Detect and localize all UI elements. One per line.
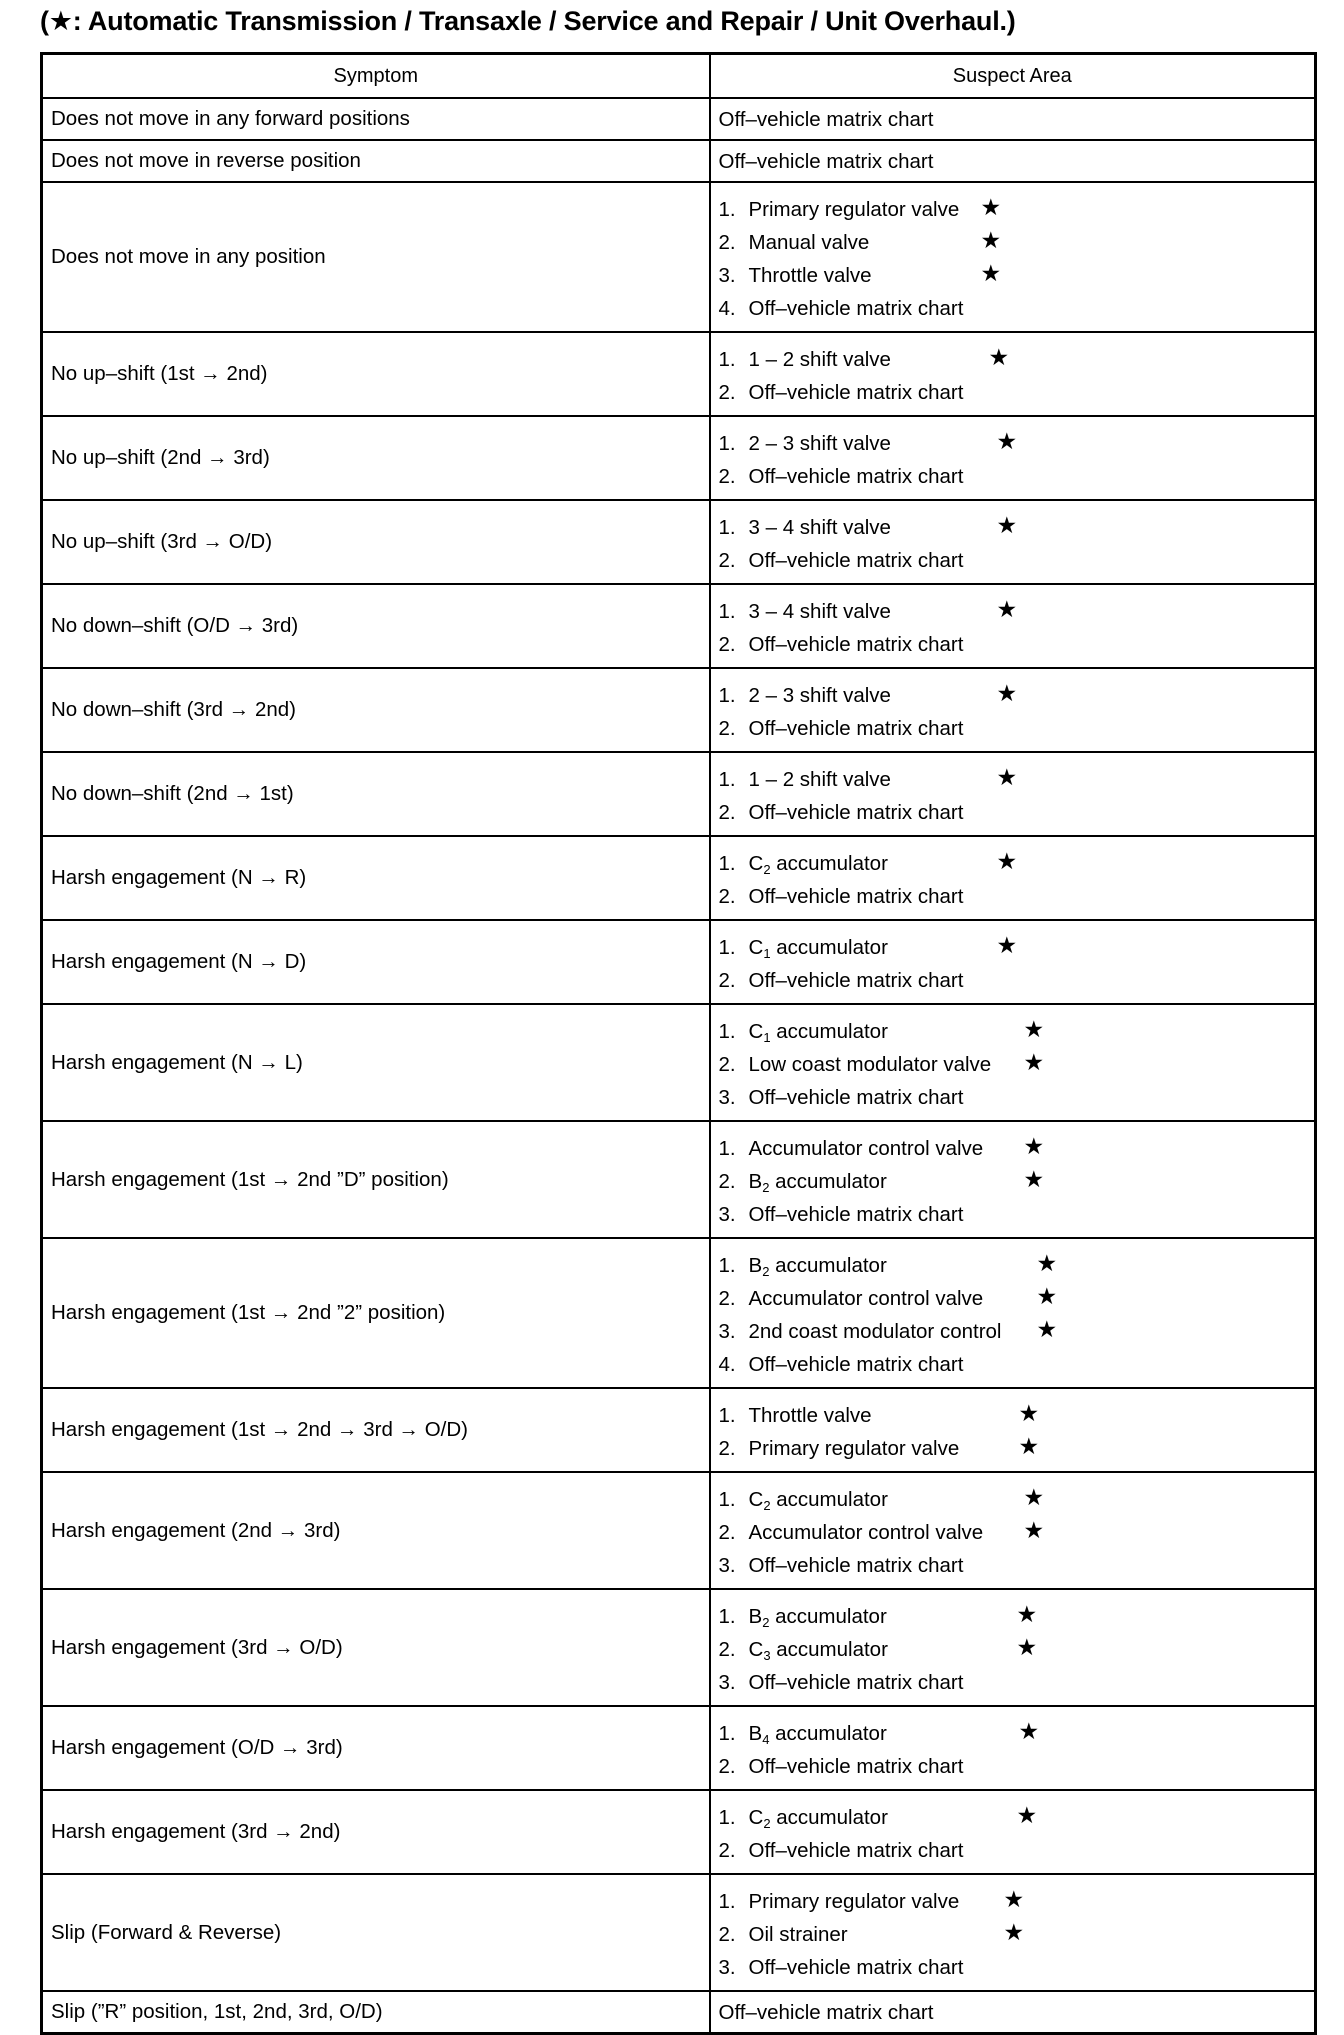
suspect-area-item [719,763,1315,796]
item-text-rest: accumulator [770,852,888,875]
item-text: Off–vehicle matrix chart [718,149,934,173]
table-row [42,140,1316,182]
item-number: 2. [718,717,736,740]
star-icon: ★ [1016,1634,1038,1660]
star-icon: ★ [996,764,1018,790]
symptom-cell: No up–shift (3rd → O/D) [42,500,710,584]
suspect-area-item [719,1165,1315,1198]
table-header-row [42,54,1316,99]
item-number: 1. [718,852,736,875]
suspect-area-item [719,1432,1315,1465]
suspect-area-item [719,1483,1315,1516]
suspect-area-item [719,145,1315,178]
suspect-area-item [719,1750,1315,1783]
suspect-area-item [719,1249,1315,1282]
item-number: 1. [718,198,736,221]
item-text: Primary regulator valve [748,1890,960,1913]
suspect-area-item [719,1918,1315,1951]
item-text: Off–vehicle matrix chart [748,381,964,404]
item-subscript: 2 [762,1180,770,1195]
suspect-area-item [719,1801,1315,1834]
suspect-area-cell [710,1121,1316,1238]
item-subscript: 4 [762,1732,770,1747]
symptom-cell: Does not move in any position [42,182,710,332]
item-number: 2. [718,633,736,656]
item-text: C [748,936,764,959]
item-text: C [748,852,764,875]
item-number: 1. [718,516,736,539]
item-text: B [748,1254,763,1277]
item-text: Accumulator control valve [748,1287,984,1310]
suspect-area-cell [710,1004,1316,1121]
suspect-area-cell [710,1472,1316,1589]
item-number: 4. [718,1353,736,1376]
symptom-table [40,52,1317,2035]
star-icon: ★ [996,848,1018,874]
item-number: 1. [718,348,736,371]
symptom-cell: Slip (Forward & Reverse) [42,1874,710,1991]
suspect-area-cell [710,1874,1316,1991]
item-text-rest: accumulator [769,1254,887,1277]
item-text-rest: accumulator [769,1605,887,1628]
table-row [42,1238,1316,1388]
table-row [42,98,1316,140]
item-subscript: 2 [763,1498,771,1513]
item-text: Off–vehicle matrix chart [718,2000,934,2024]
item-number: 3. [718,1554,736,1577]
item-number: 1. [718,1605,736,1628]
item-number: 1. [718,1488,736,1511]
suspect-area-item [719,628,1315,661]
suspect-area-item [719,679,1315,712]
item-text: Accumulator control valve [748,1137,984,1160]
suspect-area-header: Suspect Area [710,54,1316,99]
suspect-area-item [719,964,1315,997]
star-icon: ★ [988,344,1010,370]
symptom-cell: Harsh engagement (N → D) [42,920,710,1004]
item-text: Off–vehicle matrix chart [748,801,964,824]
item-number: 2. [718,465,736,488]
suspect-area-cell [710,920,1316,1004]
star-icon: ★ [980,260,1002,286]
item-text: Accumulator control valve [748,1521,984,1544]
item-subscript: 3 [763,1648,771,1663]
suspect-area-item [719,1951,1315,1984]
suspect-area-cell [710,1991,1316,2034]
suspect-area-item [719,427,1315,460]
item-text: Off–vehicle matrix chart [748,465,964,488]
item-number: 1. [718,600,736,623]
symptom-cell: Harsh engagement (2nd → 3rd) [42,1472,710,1589]
suspect-area-item [719,226,1315,259]
table-row [42,1472,1316,1589]
item-number: 2. [718,1287,736,1310]
item-text-rest: accumulator [770,936,888,959]
item-subscript: 1 [763,1030,771,1045]
suspect-area-item [719,1717,1315,1750]
item-text: 2 – 3 shift valve [748,432,891,455]
suspect-area-cell [710,500,1316,584]
item-text: Off–vehicle matrix chart [748,1203,964,1226]
item-number: 2. [718,1170,736,1193]
item-number: 4. [718,297,736,320]
symptom-cell: No down–shift (O/D → 3rd) [42,584,710,668]
item-text: 2 – 3 shift valve [748,684,891,707]
suspect-area-item [719,1198,1315,1231]
item-text: 1 – 2 shift valve [748,768,891,791]
table-row [42,1589,1316,1706]
item-text-rest: accumulator [770,1638,888,1661]
symptom-cell: Harsh engagement (N → R) [42,836,710,920]
star-icon: ★ [1036,1316,1058,1342]
item-subscript: 2 [763,862,771,877]
item-text: Off–vehicle matrix chart [748,1671,964,1694]
item-number: 1. [718,1020,736,1043]
item-subscript: 2 [763,1816,771,1831]
item-text: 2nd coast modulator control [748,1320,1002,1343]
suspect-area-cell [710,182,1316,332]
suspect-area-cell [710,98,1316,140]
item-text: Off–vehicle matrix chart [748,717,964,740]
item-number: 2. [718,381,736,404]
star-icon: ★ [1018,1718,1040,1744]
suspect-area-cell [710,1706,1316,1790]
suspect-area-cell [710,1790,1316,1874]
item-text: C [748,1806,764,1829]
item-number: 2. [718,885,736,908]
table-row [42,332,1316,416]
item-number: 1. [718,1890,736,1913]
suspect-area-item [719,1282,1315,1315]
star-icon: ★ [996,512,1018,538]
item-number: 1. [718,1806,736,1829]
item-number: 2. [718,1839,736,1862]
suspect-area-cell [710,668,1316,752]
item-number: 2. [718,1755,736,1778]
table-row [42,836,1316,920]
star-icon: ★ [1016,1601,1038,1627]
item-text-rest: accumulator [770,1488,888,1511]
star-icon: ★ [1018,1400,1040,1426]
item-number: 2. [718,801,736,824]
item-number: 1. [718,684,736,707]
suspect-area-item [719,1633,1315,1666]
item-text: Off–vehicle matrix chart [748,885,964,908]
suspect-area-item [719,511,1315,544]
item-number: 2. [718,231,736,254]
item-text: Off–vehicle matrix chart [748,1086,964,1109]
symptom-cell: No up–shift (2nd → 3rd) [42,416,710,500]
star-icon: ★ [996,596,1018,622]
symptom-cell: Slip (”R” position, 1st, 2nd, 3rd, O/D) [42,1991,710,2034]
suspect-area-item [719,1996,1315,2029]
table-row [42,1706,1316,1790]
suspect-area-item [719,376,1315,409]
table-row [42,1121,1316,1238]
item-number: 2. [718,969,736,992]
suspect-area-cell [710,332,1316,416]
star-icon: ★ [1016,1802,1038,1828]
item-text-rest: accumulator [769,1722,887,1745]
suspect-area-item [719,292,1315,325]
table-row [42,1874,1316,1991]
item-number: 3. [718,1320,736,1343]
star-icon: ★ [1003,1886,1025,1912]
item-text: C [748,1020,764,1043]
item-text-rest: accumulator [769,1170,887,1193]
item-number: 1. [718,768,736,791]
suspect-area-item [719,712,1315,745]
suspect-area-item [719,103,1315,136]
suspect-area-item [719,460,1315,493]
table-row [42,584,1316,668]
item-text: B [748,1170,763,1193]
item-number: 1. [718,1254,736,1277]
item-text: Off–vehicle matrix chart [748,1353,964,1376]
star-icon: ★ [996,680,1018,706]
item-text: Manual valve [748,231,870,254]
item-text: Throttle valve [748,264,872,287]
item-text: Off–vehicle matrix chart [748,297,964,320]
item-subscript: 2 [762,1615,770,1630]
item-text: Off–vehicle matrix chart [748,549,964,572]
suspect-area-item [719,1132,1315,1165]
item-number: 1. [718,936,736,959]
item-text: Throttle valve [748,1404,872,1427]
table-body [42,98,1316,2034]
suspect-area-cell [710,1388,1316,1472]
table-row [42,920,1316,1004]
suspect-area-item [719,1666,1315,1699]
symptom-cell: Does not move in any forward positions [42,98,710,140]
suspect-area-cell [710,140,1316,182]
suspect-area-item [719,259,1315,292]
star-icon: ★ [1023,1166,1045,1192]
item-subscript: 1 [763,946,771,961]
item-text: Off–vehicle matrix chart [748,1755,964,1778]
table-row [42,1004,1316,1121]
table-row [42,1991,1316,2034]
star-icon: ★ [1018,1433,1040,1459]
item-number: 2. [718,1521,736,1544]
item-number: 2. [718,1638,736,1661]
item-text: C [748,1488,764,1511]
suspect-area-item [719,595,1315,628]
symptom-cell: No down–shift (2nd → 1st) [42,752,710,836]
suspect-area-cell [710,1589,1316,1706]
item-number: 3. [718,264,736,287]
item-number: 1. [718,1137,736,1160]
item-number: 3. [718,1956,736,1979]
item-text: Off–vehicle matrix chart [718,107,934,131]
suspect-area-item [719,1081,1315,1114]
suspect-area-item [719,796,1315,829]
item-text: Primary regulator valve [748,1437,960,1460]
suspect-area-item [719,193,1315,226]
table-row [42,182,1316,332]
item-text: B [748,1722,763,1745]
suspect-area-item [719,544,1315,577]
suspect-area-item [719,1399,1315,1432]
star-icon: ★ [1036,1250,1058,1276]
suspect-area-item [719,1600,1315,1633]
item-number: 1. [718,432,736,455]
item-number: 3. [718,1086,736,1109]
suspect-area-item [719,1048,1315,1081]
suspect-area-cell [710,752,1316,836]
table-row [42,1790,1316,1874]
symptom-cell: Harsh engagement (O/D → 3rd) [42,1706,710,1790]
table-row [42,500,1316,584]
star-icon: ★ [1023,1133,1045,1159]
item-text-rest: accumulator [770,1806,888,1829]
symptom-cell: Harsh engagement (1st → 2nd → 3rd → O/D) [42,1388,710,1472]
suspect-area-item [719,1549,1315,1582]
item-number: 2. [718,1053,736,1076]
symptom-cell: Harsh engagement (3rd → O/D) [42,1589,710,1706]
item-number: 3. [718,1671,736,1694]
suspect-area-item [719,1015,1315,1048]
item-number: 2. [718,549,736,572]
suspect-area-item [719,1834,1315,1867]
suspect-area-item [719,847,1315,880]
table-row [42,668,1316,752]
item-text: Oil strainer [748,1923,848,1946]
symptom-cell: No up–shift (1st → 2nd) [42,332,710,416]
table-row [42,1388,1316,1472]
star-icon: ★ [980,227,1002,253]
item-text: B [748,1605,763,1628]
star-icon: ★ [1023,1049,1045,1075]
item-text: 1 – 2 shift valve [748,348,891,371]
item-text: Off–vehicle matrix chart [748,969,964,992]
symptom-header: Symptom [42,54,710,99]
item-text: 3 – 4 shift valve [748,600,891,623]
star-icon: ★ [1003,1919,1025,1945]
symptom-cell: Harsh engagement (3rd → 2nd) [42,1790,710,1874]
item-text: C [748,1638,764,1661]
item-text: Off–vehicle matrix chart [748,1554,964,1577]
item-text: Primary regulator valve [748,198,960,221]
star-icon: ★ [1036,1283,1058,1309]
item-number: 1. [718,1404,736,1427]
symptom-cell: No down–shift (3rd → 2nd) [42,668,710,752]
item-number: 3. [718,1203,736,1226]
star-icon: ★ [980,194,1002,220]
table-row [42,752,1316,836]
suspect-area-cell [710,1238,1316,1388]
item-text: Off–vehicle matrix chart [748,633,964,656]
suspect-area-item [719,1516,1315,1549]
item-text: Off–vehicle matrix chart [748,1956,964,1979]
item-text: Off–vehicle matrix chart [748,1839,964,1862]
symptom-cell: Does not move in reverse position [42,140,710,182]
star-icon: ★ [996,932,1018,958]
suspect-area-item [719,1315,1315,1348]
suspect-area-item [719,343,1315,376]
star-icon: ★ [996,428,1018,454]
symptom-cell: Harsh engagement (1st → 2nd ”2” position) [42,1238,710,1388]
suspect-area-item [719,880,1315,913]
star-icon: ★ [1023,1484,1045,1510]
item-subscript: 2 [762,1264,770,1279]
star-icon: ★ [1023,1016,1045,1042]
suspect-area-cell [710,584,1316,668]
page-title: (★: Automatic Transmission / Transaxle / Service and Repair / Unit Overhaul.) [40,6,1016,36]
item-text: 3 – 4 shift valve [748,516,891,539]
symptom-cell: Harsh engagement (N → L) [42,1004,710,1121]
symptom-cell: Harsh engagement (1st → 2nd ”D” position) [42,1121,710,1238]
suspect-area-cell [710,416,1316,500]
table-row [42,416,1316,500]
item-number: 2. [718,1923,736,1946]
suspect-area-item [719,931,1315,964]
item-number: 2. [718,1437,736,1460]
item-text-rest: accumulator [770,1020,888,1043]
item-number: 1. [718,1722,736,1745]
item-text: Low coast modulator valve [748,1053,992,1076]
suspect-area-item [719,1885,1315,1918]
star-icon: ★ [1023,1517,1045,1543]
suspect-area-cell [710,836,1316,920]
suspect-area-item [719,1348,1315,1381]
